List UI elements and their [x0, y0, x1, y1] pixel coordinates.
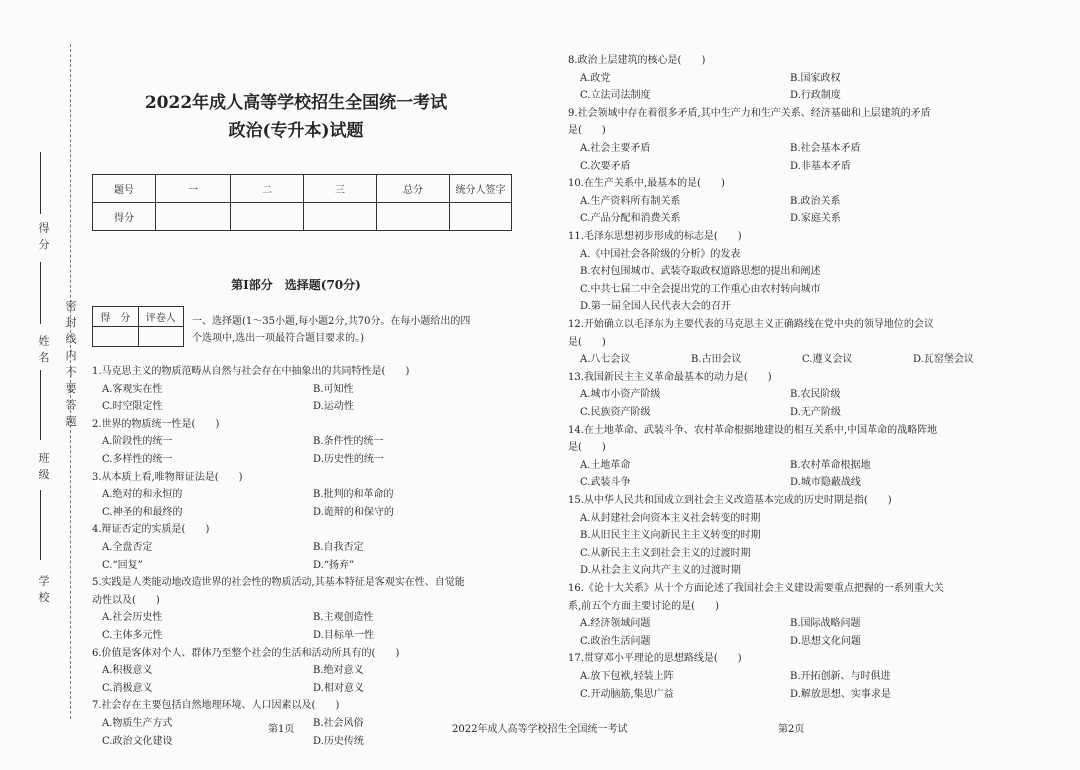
question-stem: 是( )	[568, 125, 606, 137]
answer-option[interactable]: B.农村包围城市、武装夺取政权道路思想的提出和阐述	[580, 266, 821, 278]
answer-option[interactable]: D.历史传统	[313, 735, 364, 747]
score-row-label: 得分	[93, 203, 156, 231]
answer-option[interactable]: C.多样性的统一	[102, 454, 173, 465]
grader-score-label: 得 分	[93, 307, 139, 327]
answer-option[interactable]: B.国际战略问题	[790, 618, 861, 630]
answer-option[interactable]: C.时空限定性	[102, 401, 163, 413]
score-cell	[231, 203, 304, 231]
answer-option[interactable]: C.民族资产阶级	[580, 407, 651, 418]
footer-page-left: 第1页	[268, 724, 295, 735]
question-stem: 2.世界的物质统一性是( )	[92, 418, 220, 430]
question-stem: 5.实践是人类能动地改造世界的社会性的物质活动,其基本特征是客观实在性、自觉能	[92, 577, 465, 589]
answer-option[interactable]: A.从封建社会向资本主义社会转变的时期	[580, 512, 761, 524]
binding-warning: 密 封 线 内 不 要 答 题	[64, 300, 77, 428]
answer-option[interactable]: C.次要矛盾	[580, 160, 631, 172]
answer-option[interactable]: B.主观创造性	[313, 612, 374, 624]
question-stem: 13.我国新民主主义革命最基本的动力是( )	[568, 371, 772, 383]
score-cell	[304, 203, 377, 231]
score-table-header: 三	[304, 175, 377, 203]
answer-option[interactable]: D.行政制度	[790, 90, 841, 102]
grader-name-label: 评卷人	[138, 307, 184, 327]
answer-option[interactable]: C.神圣的和最终的	[102, 506, 183, 518]
question-stem: 10.在生产关系中,最基本的是( )	[568, 178, 725, 190]
answer-option[interactable]: D.运动性	[313, 401, 354, 413]
question-stem: 6.价值是客体对个人、群体乃至整个社会的生活和活动所具有的( )	[92, 647, 400, 659]
answer-option[interactable]: D.非基本矛盾	[790, 160, 851, 172]
answer-option[interactable]: A.生产资料所有制关系	[580, 195, 681, 207]
answer-option[interactable]: A.土地革命	[580, 459, 631, 471]
section-instruction: 个选项中,选出一项最符合题目要求的。)	[192, 333, 365, 344]
score-cell	[156, 203, 231, 231]
question-stem: 11.毛泽东思想初步形成的标志是( )	[568, 231, 742, 242]
question-stem: 动性以及( )	[92, 594, 160, 606]
question-stem: 17.贯穿邓小平理论的思想路线是( )	[568, 653, 742, 665]
grader-cell	[138, 327, 184, 347]
answer-option[interactable]: A.城市小资产阶级	[580, 389, 661, 401]
grader-table	[92, 306, 184, 347]
answer-option[interactable]: C.中共七届二中全会提出党的工作重心由农村转向城市	[580, 283, 821, 295]
answer-option[interactable]: A.社会主要矛盾	[580, 143, 651, 154]
score-table-header: 题号	[93, 175, 156, 203]
answer-option[interactable]: D.相对意义	[313, 682, 364, 694]
answer-option[interactable]: B.批判的和革命的	[313, 489, 394, 501]
answer-option[interactable]: C.立法司法制度	[580, 90, 651, 102]
answer-option[interactable]: D.无产阶级	[790, 407, 841, 418]
answer-option[interactable]: B.开拓创新、与时俱进	[790, 671, 891, 682]
question-stem: 4.辩证否定的实质是( )	[92, 524, 210, 536]
answer-option[interactable]: B.政治关系	[790, 195, 841, 207]
answer-option[interactable]: B.国家政权	[790, 72, 841, 84]
answer-option[interactable]: A.物质生产方式	[102, 718, 173, 729]
answer-option[interactable]: A.绝对的和永恒的	[102, 489, 183, 501]
answer-option[interactable]: B.可知性	[313, 383, 354, 395]
answer-option[interactable]: A.《中国社会各阶级的分析》的发表	[580, 248, 741, 260]
answer-option[interactable]: D.解放思想、实事求是	[790, 688, 891, 700]
score-cell	[377, 203, 450, 231]
question-stem: 7.社会存在主要包括自然地理环境、人口因素以及( )	[92, 700, 340, 712]
score-table-header: 统分人签字	[450, 175, 512, 203]
question-stem: 是( )	[568, 442, 606, 454]
score-write-line	[40, 152, 41, 214]
answer-option[interactable]: B.社会基本矛盾	[790, 143, 861, 154]
answer-option[interactable]: C.政治文化建设	[102, 735, 173, 747]
section-instruction: 一、选择题(1～35小题,每小题2分,共70分。在每小题给出的四	[192, 316, 471, 327]
exam-title: 2022年成人高等学校招生全国统一考试	[144, 93, 448, 113]
answer-option[interactable]: C.开动脑筋,集思广益	[580, 688, 674, 700]
answer-option[interactable]: D.家庭关系	[790, 213, 841, 225]
score-cell	[450, 203, 512, 231]
question-stem: 3.从本质上看,唯物辩证法是( )	[92, 471, 243, 483]
answer-option[interactable]: C.武装斗争	[580, 477, 631, 489]
answer-option[interactable]: C.从新民主主义到社会主义的过渡时期	[580, 547, 751, 559]
name-write-line	[40, 262, 41, 324]
answer-option[interactable]: B.农民阶级	[790, 389, 841, 401]
question-stem: 15.从中华人民共和国成立到社会主义改造基本完成的历史时期是指( )	[568, 495, 892, 506]
answer-option[interactable]: A.八七会议	[580, 354, 631, 366]
exam-subtitle: 政治(专升本)试题	[228, 121, 364, 141]
answer-option[interactable]: A.放下包袱,轻装上阵	[580, 671, 674, 682]
score-table-header: 一	[156, 175, 231, 203]
answer-option[interactable]: B.绝对意义	[313, 665, 364, 677]
answer-option[interactable]: B.条件性的统一	[313, 436, 384, 448]
answer-option[interactable]: B.社会风俗	[313, 718, 364, 729]
section-title: 第Ⅰ部分 选择题(70分)	[231, 278, 361, 292]
answer-option[interactable]: D.第一届全国人民代表大会的召开	[580, 301, 731, 313]
answer-option[interactable]: A.经济领域问题	[580, 618, 651, 630]
question-stem: 1.马克思主义的物质范畴从自然与社会存在中抽象出的共同特性是( )	[92, 366, 410, 377]
answer-option[interactable]: A.社会历史性	[102, 612, 163, 624]
footer-page-right: 第2页	[778, 724, 805, 735]
answer-option[interactable]: D.目标单一性	[313, 630, 374, 641]
answer-option[interactable]: A.阶段性的统一	[102, 436, 173, 448]
answer-option[interactable]: C.产品分配和消费关系	[580, 213, 681, 225]
answer-option[interactable]: B.自我否定	[313, 542, 364, 553]
question-stem: 系,前五个方面主要讨论的是( )	[568, 600, 719, 612]
question-stem: 9.社会领域中存在着很多矛盾,其中生产力和生产关系、经济基础和上层建筑的矛盾	[568, 107, 931, 119]
answer-option[interactable]: A.客观实在性	[102, 383, 163, 395]
answer-option[interactable]: D.诡辩的和保守的	[313, 506, 394, 518]
grader-cell	[93, 327, 139, 347]
school-write-line	[40, 490, 41, 560]
question-stem: 14.在土地革命、武装斗争、农村革命根据地建设的相互关系中,中国革命的战略阵地	[568, 424, 938, 436]
answer-option[interactable]: D.从社会主义向共产主义的过渡时期	[580, 565, 741, 577]
binding-label-name: 姓 名	[37, 335, 50, 364]
answer-option[interactable]: D.“扬弃”	[313, 559, 355, 571]
answer-option[interactable]: C.政治生活问题	[580, 635, 651, 647]
answer-option[interactable]: A.政党	[580, 72, 611, 84]
answer-option[interactable]: A.全盘否定	[102, 542, 153, 553]
class-write-line	[40, 370, 41, 440]
footer-center: 2022年成人高等学校招生全国统一考试	[452, 724, 628, 735]
answer-option[interactable]: C.消极意义	[102, 682, 153, 694]
question-stem: 8.政治上层建筑的核心是( )	[568, 55, 706, 66]
answer-option[interactable]: D.思想文化问题	[790, 635, 861, 647]
answer-option[interactable]: D.历史性的统一	[313, 454, 384, 465]
binding-label-school: 学 校	[37, 575, 50, 604]
answer-option[interactable]: C.“回复”	[102, 559, 143, 571]
answer-option[interactable]: C.遵义会议	[802, 354, 853, 366]
answer-option[interactable]: C.主体多元性	[102, 630, 163, 641]
question-stem: 12.开始确立以毛泽东为主要代表的马克思主义正确路线在党中央的领导地位的会议	[568, 319, 934, 330]
binding-label-score: 得 分	[37, 222, 50, 251]
answer-option[interactable]: D.城市隐蔽战线	[790, 477, 861, 489]
question-stem: 16.《论十大关系》从十个方面论述了我国社会主义建设需要重点把握的一系列重大关	[568, 583, 944, 594]
score-table-header: 总分	[377, 175, 450, 203]
binding-label-class: 班 级	[37, 452, 50, 481]
answer-option[interactable]: A.积极意义	[102, 665, 153, 677]
answer-option[interactable]: B.古田会议	[691, 354, 742, 366]
question-stem: 是( )	[568, 336, 606, 348]
answer-option[interactable]: D.瓦窑堡会议	[913, 354, 974, 366]
score-table	[92, 174, 512, 231]
score-table-header: 二	[231, 175, 304, 203]
answer-option[interactable]: B.从旧民主主义向新民主主义转变的时期	[580, 530, 761, 542]
answer-option[interactable]: B.农村革命根据地	[790, 459, 871, 471]
